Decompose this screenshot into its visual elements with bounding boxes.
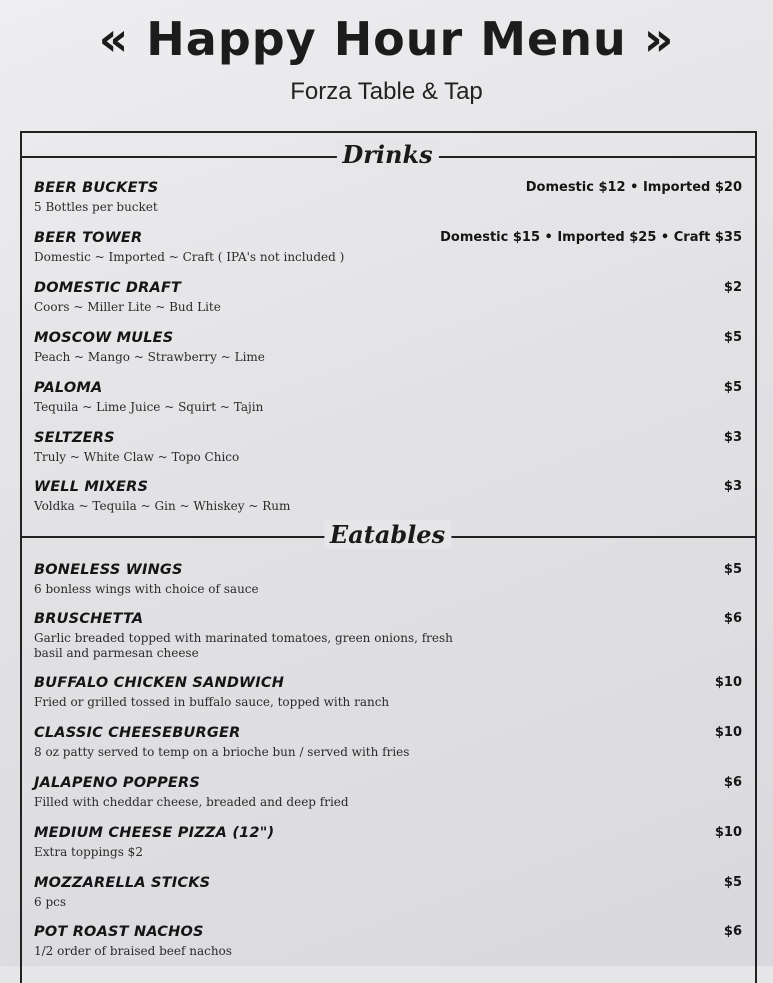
item-price: $5	[723, 875, 742, 890]
menu-item-domestic-draft	[34, 280, 742, 315]
item-price: $10	[714, 825, 742, 840]
page-title: « Happy Hour Menu »	[98, 12, 675, 66]
menu-item-classic-cheeseburger	[34, 725, 742, 760]
item-name: BONELESS WINGS	[34, 562, 183, 578]
item-name: MEDIUM CHEESE PIZZA (12")	[34, 825, 275, 841]
item-name: CLASSIC CHEESEBURGER	[34, 725, 241, 741]
item-description: Domestic ~ Imported ~ Craft ( IPA's not included )	[34, 250, 345, 264]
item-price: $6	[723, 775, 742, 790]
item-price: $6	[723, 611, 742, 626]
item-price: $10	[714, 675, 742, 690]
item-name: MOZZARELLA STICKS	[34, 875, 211, 891]
item-description: 6 bonless wings with choice of sauce	[34, 582, 259, 596]
menu-item-well-mixers	[34, 479, 742, 514]
item-price: $3	[723, 430, 742, 445]
item-description: Fried or grilled tossed in buffalo sauce, topped with ranch	[34, 695, 390, 709]
item-description: 5 Bottles per bucket	[34, 200, 158, 214]
item-name: BUFFALO CHICKEN SANDWICH	[34, 675, 285, 691]
item-name: BEER BUCKETS	[34, 180, 159, 196]
item-name: MOSCOW MULES	[34, 330, 174, 346]
menu-item-buffalo-chicken-sandwich	[34, 675, 742, 710]
item-description: Garlic breaded topped with marinated tomatoes, green onions, fresh basil and parmesan cheese	[34, 631, 453, 660]
item-description: 6 pcs	[34, 895, 67, 909]
menu-item-jalapeno-poppers	[34, 775, 742, 810]
item-description: Peach ~ Mango ~ Strawberry ~ Lime	[34, 350, 265, 364]
restaurant-name: Forza Table & Tap	[290, 78, 483, 105]
item-name: BRUSCHETTA	[34, 611, 144, 627]
item-name: SELTZERS	[34, 430, 115, 446]
item-description: Voldka ~ Tequila ~ Gin ~ Whiskey ~ Rum	[34, 499, 291, 513]
section-header-eatables	[20, 522, 755, 552]
item-price: $3	[723, 479, 742, 494]
item-name: PALOMA	[34, 380, 103, 396]
item-description: 1/2 order of braised beef nachos	[34, 944, 232, 958]
menu-item-bruschetta	[34, 611, 742, 661]
item-price: $5	[723, 562, 742, 577]
menu-item-mozzarella-sticks	[34, 875, 742, 910]
item-price: Domestic $12 • Imported $20	[525, 180, 742, 195]
item-description: Extra toppings $2	[34, 845, 143, 859]
section-header-drinks	[20, 142, 755, 172]
item-name: JALAPENO POPPERS	[34, 775, 201, 791]
item-description: Truly ~ White Claw ~ Topo Chico	[34, 450, 240, 464]
item-price: $6	[723, 924, 742, 939]
item-price: $5	[723, 380, 742, 395]
item-name: DOMESTIC DRAFT	[34, 280, 182, 296]
item-price: Domestic $15 • Imported $25 • Craft $35	[440, 230, 742, 245]
section-title-drinks: Drinks	[336, 140, 438, 169]
menu-item-seltzers	[34, 430, 742, 465]
menu-item-boneless-wings	[34, 562, 742, 597]
menu-item-pot-roast-nachos	[34, 924, 742, 959]
item-price: $2	[723, 280, 742, 295]
menu-item-beer-buckets	[34, 180, 742, 215]
item-name: BEER TOWER	[34, 230, 143, 246]
menu-item-paloma	[34, 380, 742, 415]
section-title-eatables: Eatables	[324, 520, 451, 549]
item-description: Filled with cheddar cheese, breaded and deep fried	[34, 795, 349, 809]
menu-item-beer-tower	[34, 230, 742, 265]
item-name: WELL MIXERS	[34, 479, 149, 495]
menu-item-moscow-mules	[34, 330, 742, 365]
item-price: $10	[714, 725, 742, 740]
item-description: 8 oz patty served to temp on a brioche bun / served with fries	[34, 745, 410, 759]
item-price: $5	[723, 330, 742, 345]
menu-item-medium-cheese-pizza	[34, 825, 742, 860]
item-description: Tequila ~ Lime Juice ~ Squirt ~ Tajin	[34, 400, 264, 414]
item-description: Coors ~ Miller Lite ~ Bud Lite	[34, 300, 221, 314]
item-name: POT ROAST NACHOS	[34, 924, 204, 940]
